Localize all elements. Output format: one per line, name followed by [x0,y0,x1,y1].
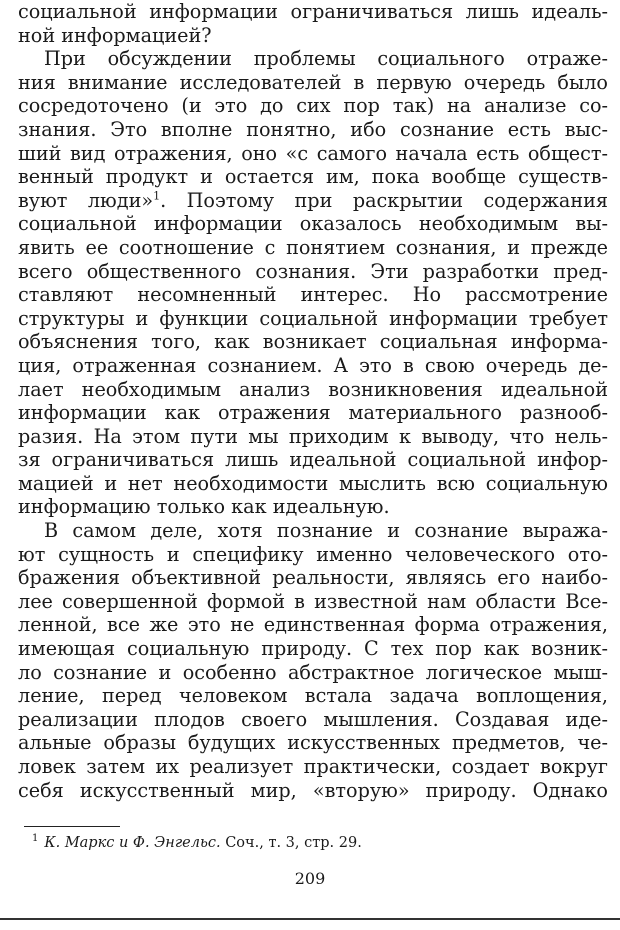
text-line-content: объяснения того, как возникает социальная информа- [18,330,608,354]
page-number: 209 [294,869,326,888]
text-line-content: ния внимание исследователей в первую очередь было [18,70,608,94]
bottom-divider [0,918,620,920]
text-line-content: информации как отражения материального разнооб- [18,401,608,425]
body-text [18,0,608,802]
text-line-content: ший вид отражения, оно «с самого начала есть общест- [18,141,608,165]
text-line-content: ставляют несомненный интерес. Но рассмотрение [18,283,608,307]
text-line-content: В самом деле, хотя познание и сознание выража- [44,519,608,543]
text-line [18,283,608,307]
text-line [18,94,608,118]
text-line-content: венный продукт и остается им, пока вообще существ- [18,165,608,189]
footnote [18,833,608,853]
footnote-marker: 1 [153,189,161,203]
text-line [18,47,608,71]
text-line [18,755,608,779]
text-line [18,731,608,755]
text-line-content: мацией и нет необходимости мыслить всю социальную [18,471,608,495]
text-line-content: социальной информации ограничиваться лишь идеаль- [18,0,608,23]
text-line [18,425,608,449]
text-line-content: знания. Это вполне понятно, ибо сознание есть выс- [18,117,608,141]
text-line-content: разия. На этом пути мы приходим к выводу, что нель- [18,424,608,448]
text-line-content: структуры и функции социальной информации требует [18,306,608,330]
footnote-authors: К. Маркс и Ф. Энгельс. [44,835,221,851]
text-line [18,165,608,189]
text-line [18,613,608,637]
text-line-content: вуют люди» [18,188,154,212]
text-line [18,543,608,567]
text-line-content: всего общественного сознания. Эти разработки пред- [18,259,608,283]
text-line-content: зя ограничиваться лишь идеальной социальной инфор- [18,448,608,472]
text-line-content: При обсуждении проблемы социального отраже- [44,47,608,71]
text-line [18,307,608,331]
text-line [18,684,608,708]
text-line [18,71,608,95]
text-line-content: альные образы будущих искусственных предметов, че- [18,731,608,755]
text-line [18,472,608,496]
text-line [18,189,608,213]
text-line [18,779,608,803]
text-line [18,378,608,402]
text-line [18,566,608,590]
text-line [18,236,608,260]
text-line-content: ленной, все же это не единственная форма отражения, [18,613,608,637]
footnote-reference: Соч., т. 3, стр. 29. [220,835,362,851]
text-line [18,590,608,614]
text-line-content: ло сознание и особенно абстрактное логическое мыш- [18,660,608,684]
text-line-content: лает необходимым анализ возникновения идеальной [18,377,608,401]
footnote-divider [24,826,120,827]
text-line [18,448,608,472]
footnote-number: 1 [32,833,39,845]
text-line-content: явить ее соотношение с понятием сознания, и прежде [18,235,608,259]
text-line [18,519,608,543]
text-line-content: бражения объективной реальности, являясь его наибо- [18,566,608,590]
text-line [18,708,608,732]
text-line-continuation: . Поэтому при раскрытии содержания [160,188,608,212]
text-line [18,212,608,236]
text-line [18,330,608,354]
text-line-content: ют сущность и специфику именно человеческого ото- [18,542,608,566]
text-line-content: себя искусственный мир, «вторую» природу. Однако [18,778,608,802]
text-line [18,661,608,685]
text-line [18,354,608,378]
text-line-content: ция, отраженная сознанием. А это в свою очередь де- [18,353,608,377]
text-line-content: сосредоточено (и это до сих пор так) на анализе со- [18,94,608,118]
text-line [18,118,608,142]
text-line-content: ловек затем их реализует практически, создает вокруг [18,755,608,778]
text-line [18,24,608,48]
text-line [18,142,608,166]
text-line [18,260,608,284]
text-line-content: лее совершенной формой в известной нам области Все- [18,589,608,613]
text-line [18,495,608,519]
text-line-content: информацию только как идеальную. [18,495,390,519]
text-line-content: социальной информации оказалось необходимым вы- [18,212,608,236]
text-line-content: имеющая социальную природу. С тех пор как возник- [18,637,608,661]
text-line [18,637,608,661]
text-line-content: ление, перед человеком встала задача воплощения, [18,684,608,708]
text-line [18,401,608,425]
text-line [18,0,608,24]
text-line-content: реализации плодов своего мышления. Создавая иде- [18,707,608,731]
text-line-content: ной информацией? [18,23,212,47]
